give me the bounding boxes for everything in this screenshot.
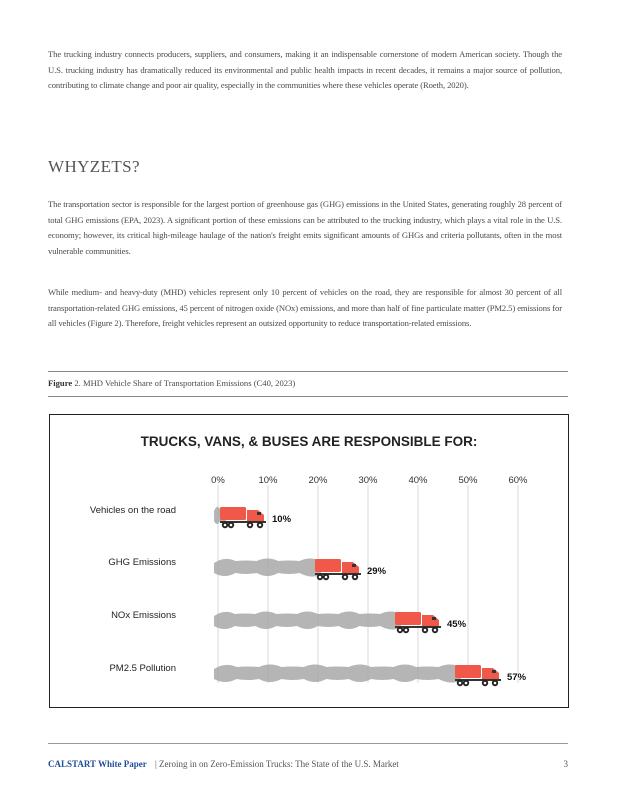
- caption-rule-top: [48, 371, 568, 372]
- section-heading: WHYZETS?: [48, 157, 140, 176]
- truck-icon: [315, 559, 361, 580]
- truck-hub: [434, 629, 437, 632]
- smoke-band: [214, 559, 321, 577]
- truck-icon: [455, 665, 501, 686]
- page-footer: [48, 759, 568, 769]
- emissions-chart: [49, 414, 569, 708]
- page-number: 3: [563, 759, 568, 769]
- truck-trailer: [315, 559, 341, 572]
- caption-rule-bottom: [48, 396, 568, 397]
- truck-window: [492, 670, 496, 673]
- tick-label: 40%: [408, 475, 428, 486]
- truck-hub: [465, 682, 468, 685]
- tick-label: 20%: [308, 475, 328, 486]
- truck-hub: [259, 524, 262, 527]
- truck-hub: [405, 629, 408, 632]
- truck-hub: [484, 682, 487, 685]
- truck-hub: [494, 682, 497, 685]
- truck-window: [432, 617, 436, 620]
- value-label: 45%: [447, 619, 467, 630]
- tick-label: 50%: [458, 475, 478, 486]
- truck-hub: [325, 576, 328, 579]
- truck-cab: [342, 562, 359, 573]
- category-label: Vehicles on the road: [89, 505, 176, 516]
- smoke-band: [214, 612, 401, 630]
- truck-trailer: [220, 507, 246, 520]
- tick-label: 10%: [258, 475, 278, 486]
- category-label: NOx Emissions: [111, 610, 176, 621]
- footer-title: | Zeroing in on Zero-Emission Trucks: The State of the U.S. Market: [154, 759, 399, 769]
- why-paragraph-2: While medium- and heavy-duty (MHD) vehicles represent only 10 percent of vehicles on the road, they are responsible for almost 30 percent of all transportation-related GHG emissions, 45 percent of nitrogen oxide (NOx) emissions, and more than half of fine particulate matter (PM2.5) emissions for all vehicles (Figure 2). Therefore, freight vehicles represent an outsized opportunity to reduce transportation-related emissions.: [48, 287, 562, 328]
- caption-text: 2. MHD Vehicle Share of Transportation Emissions (C40, 2023): [74, 378, 296, 388]
- value-label: 29%: [367, 566, 387, 577]
- truck-trailer: [395, 612, 421, 625]
- why-paragraph-1: The transportation sector is responsible for the largest portion of greenhouse gas (GHG) emissions in the United States, generating roughly 28 percent of total GHG emissions (EPA, 2023). A significant portion of these emissions can be attributed to the trucking industry, which plays a vital role in the U.S. economy; however, its critical high-mileage haulage of the nation's freight emits significant amounts of GHGs and criteria pollutants, often in the most vulnerable communities.: [48, 199, 562, 256]
- tick-label: 30%: [358, 475, 378, 486]
- category-label: GHG Emissions: [108, 557, 176, 568]
- truck-hub: [230, 524, 233, 527]
- smoke-trail: [214, 559, 321, 577]
- truck-hub: [224, 524, 227, 527]
- value-label: 10%: [272, 514, 292, 525]
- truck-icon: [220, 507, 266, 528]
- chart-title: TRUCKS, VANS, & BUSES ARE RESPONSIBLE FOR:: [140, 434, 478, 449]
- truck-hub: [319, 576, 322, 579]
- truck-cab: [247, 510, 264, 521]
- truck-hub: [399, 629, 402, 632]
- smoke-band: [214, 665, 461, 683]
- tick-label: 60%: [508, 475, 528, 486]
- truck-cab: [422, 615, 439, 626]
- chart-svg: [50, 415, 568, 707]
- caption-label: Figure: [48, 378, 73, 388]
- category-label: PM2.5 Pollution: [109, 663, 176, 674]
- intro-paragraph: The trucking industry connects producers, suppliers, and consumers, making it an indispensable cornerstone of modern American society. Though the U.S. trucking industry has dramatically reduced its environmental and public health impacts in recent decades, it remains a major source of pollution, contributing to climate change and poor air quality, especially in the communities where these vehicles operate (Roeth, 2020).: [48, 49, 562, 90]
- truck-hub: [249, 524, 252, 527]
- truck-window: [257, 512, 261, 515]
- truck-cab: [482, 668, 499, 679]
- truck-hub: [459, 682, 462, 685]
- smoke-trail: [214, 612, 401, 630]
- footer-brand: CALSTART White Paper: [48, 759, 147, 769]
- figure-caption: [48, 378, 295, 388]
- truck-window: [352, 564, 356, 567]
- footer-rule: [48, 743, 568, 744]
- truck-trailer: [455, 665, 481, 678]
- truck-hub: [424, 629, 427, 632]
- value-label: 57%: [507, 672, 527, 683]
- smoke-trail: [214, 665, 461, 683]
- truck-hub: [354, 576, 357, 579]
- truck-hub: [344, 576, 347, 579]
- tick-label: 0%: [211, 475, 225, 486]
